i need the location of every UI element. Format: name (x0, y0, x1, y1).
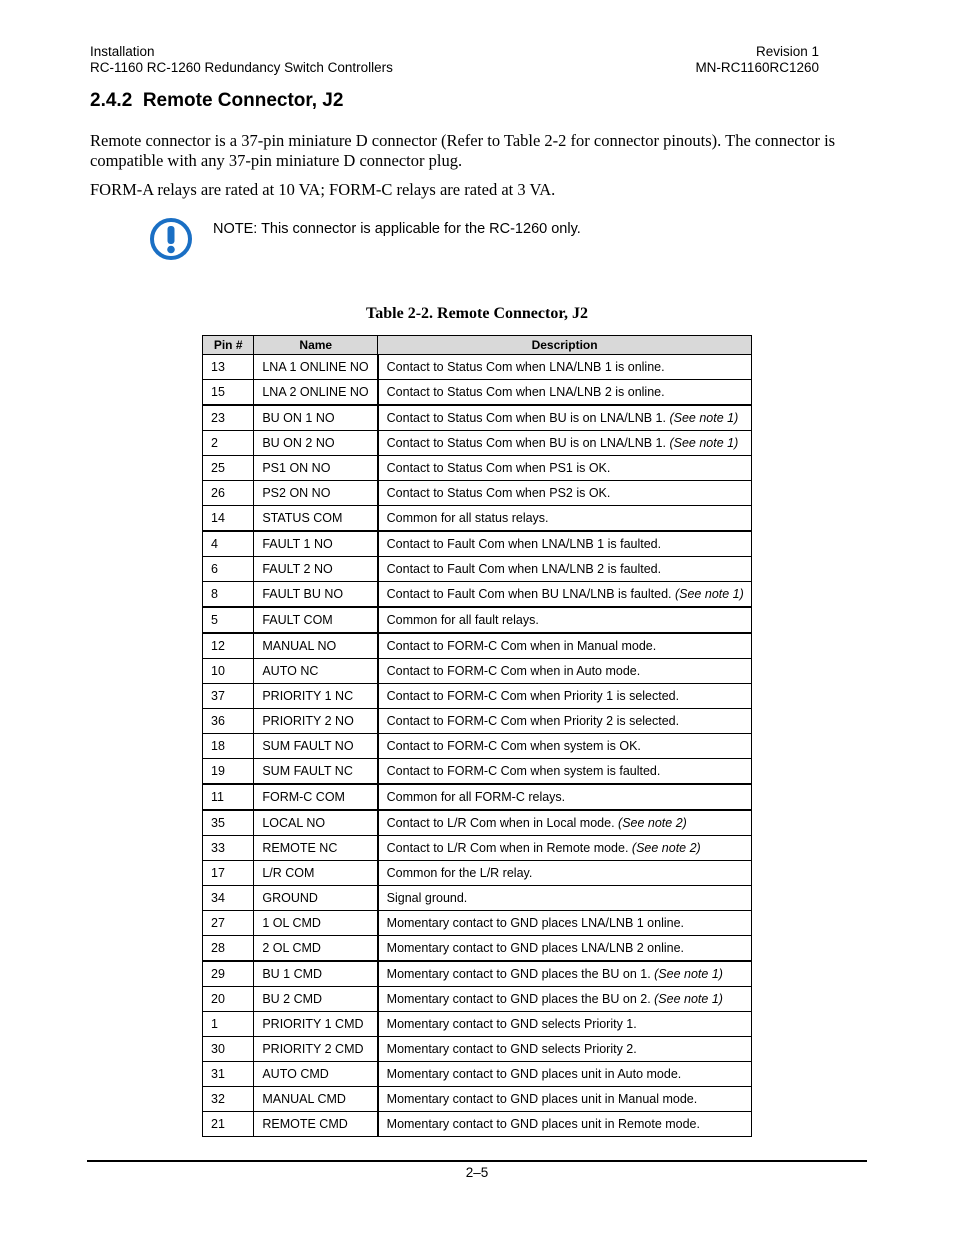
description-cell (378, 861, 752, 886)
table-row (203, 1037, 752, 1062)
name-cell: LNA 2 ONLINE NO (254, 380, 378, 406)
table-row (203, 911, 752, 936)
name-cell: MANUAL CMD (254, 1087, 378, 1112)
note-reference: (See note 1) (654, 992, 723, 1006)
description-text: Contact to FORM-C Com when Priority 2 is selected. (386, 714, 680, 728)
description-cell (378, 456, 752, 481)
description-text: Contact to L/R Com when in Local mode. (386, 816, 619, 830)
description-text: Contact to Fault Com when LNA/LNB 1 is faulted. (386, 537, 662, 551)
pin-cell: 36 (203, 709, 254, 734)
pinout-table (202, 335, 752, 1137)
name-cell: PS2 ON NO (254, 481, 378, 506)
table-caption: Table 2-2. Remote Connector, J2 (366, 305, 588, 322)
description-text: Contact to FORM-C Com when in Auto mode. (386, 664, 641, 678)
table-row (203, 1062, 752, 1087)
description-cell (378, 506, 752, 532)
pin-cell: 17 (203, 861, 254, 886)
note-reference: (See note 1) (669, 411, 739, 425)
paragraph-connector: Remote connector is a 37-pin miniature D connector (Refer to Table 2-2 for connector pinouts). The connector is compatible with any 37-pin miniature D connector plug. (90, 131, 836, 170)
name-cell: PRIORITY 2 NO (254, 709, 378, 734)
name-cell: AUTO CMD (254, 1062, 378, 1087)
section-title: Remote Connector, J2 (142, 90, 344, 111)
name-cell: LOCAL NO (254, 810, 378, 836)
pin-cell: 18 (203, 734, 254, 759)
description-cell (378, 987, 752, 1012)
name-cell: FORM-C COM (254, 784, 378, 810)
description-cell (378, 1087, 752, 1112)
header-pin: Pin # (203, 336, 254, 355)
name-cell: PRIORITY 1 NC (254, 684, 378, 709)
table-row (203, 936, 752, 962)
pin-cell: 35 (203, 810, 254, 836)
name-cell: PRIORITY 2 CMD (254, 1037, 378, 1062)
table-row (203, 1112, 752, 1137)
name-cell: REMOTE NC (254, 836, 378, 861)
note-reference: (See note 1) (674, 587, 744, 601)
table-row (203, 431, 752, 456)
name-cell: FAULT 2 NO (254, 557, 378, 582)
description-cell (378, 431, 752, 456)
pin-cell: 20 (203, 987, 254, 1012)
description-cell (378, 659, 752, 684)
note-reference: (See note 2) (631, 841, 701, 855)
table-row (203, 456, 752, 481)
description-text: Signal ground. (386, 891, 468, 905)
description-cell (378, 355, 752, 380)
name-cell: GROUND (254, 886, 378, 911)
exclamation-circle-icon (149, 217, 193, 261)
pin-cell: 28 (203, 936, 254, 962)
header-description: Description (378, 336, 752, 355)
description-cell (378, 961, 752, 987)
name-cell: PRIORITY 1 CMD (254, 1012, 378, 1037)
description-text: Momentary contact to GND selects Priority 2. (386, 1042, 637, 1056)
table-row (203, 734, 752, 759)
pin-cell: 2 (203, 431, 254, 456)
table-row (203, 607, 752, 633)
name-cell: SUM FAULT NO (254, 734, 378, 759)
table-row (203, 1012, 752, 1037)
table-row (203, 759, 752, 785)
name-cell: FAULT 1 NO (254, 531, 378, 557)
description-text: Momentary contact to GND places LNA/LNB 1 online. (386, 916, 685, 930)
description-text: Contact to L/R Com when in Remote mode. (386, 841, 632, 855)
description-text: Contact to Status Com when BU is on LNA/LNB 1. (386, 411, 670, 425)
table-row (203, 1087, 752, 1112)
description-cell (378, 531, 752, 557)
pin-cell: 13 (203, 355, 254, 380)
section-heading (90, 90, 343, 112)
description-cell (378, 684, 752, 709)
description-cell (378, 886, 752, 911)
name-cell: 2 OL CMD (254, 936, 378, 962)
description-text: Contact to Status Com when LNA/LNB 2 is online. (386, 385, 665, 399)
description-cell (378, 582, 752, 608)
description-cell (378, 481, 752, 506)
name-cell: BU 1 CMD (254, 961, 378, 987)
description-text: Common for all fault relays. (386, 613, 539, 627)
description-cell (378, 810, 752, 836)
pin-cell: 32 (203, 1087, 254, 1112)
pin-cell: 8 (203, 582, 254, 608)
table-row (203, 709, 752, 734)
header-name: Name (254, 336, 378, 355)
table-row (203, 784, 752, 810)
table-row (203, 987, 752, 1012)
description-text: Contact to Status Com when BU is on LNA/LNB 1. (386, 436, 670, 450)
table-row (203, 659, 752, 684)
pin-cell: 15 (203, 380, 254, 406)
pin-cell: 27 (203, 911, 254, 936)
note-reference: (See note 2) (618, 816, 687, 830)
description-text: Common for all status relays. (386, 511, 549, 525)
description-cell (378, 759, 752, 785)
description-cell (378, 734, 752, 759)
section-number: 2.4.2 (90, 90, 133, 111)
name-cell: BU 2 CMD (254, 987, 378, 1012)
table-body (203, 355, 752, 1137)
note-text: NOTE: This connector is applicable for the RC-1260 only. (213, 221, 581, 237)
description-text: Contact to FORM-C Com when in Manual mode. (386, 639, 657, 653)
table-row (203, 582, 752, 608)
description-cell (378, 936, 752, 962)
table-row (203, 633, 752, 659)
pin-cell: 33 (203, 836, 254, 861)
name-cell: PS1 ON NO (254, 456, 378, 481)
table-header-row (203, 336, 752, 355)
table-row (203, 506, 752, 532)
table-row (203, 405, 752, 431)
header-revision: Revision 1 (755, 44, 819, 59)
table-row (203, 961, 752, 987)
header-product: RC-1160 RC-1260 Redundancy Switch Controllers (90, 60, 393, 75)
paragraph-relay-ratings: FORM-A relays are rated at 10 VA; FORM-C relays are rated at 3 VA. (90, 180, 556, 199)
pin-cell: 12 (203, 633, 254, 659)
table-row (203, 531, 752, 557)
name-cell: BU ON 1 NO (254, 405, 378, 431)
description-text: Common for the L/R relay. (386, 866, 533, 880)
page-header-right (695, 44, 819, 76)
description-text: Contact to Status Com when LNA/LNB 1 is online. (386, 360, 665, 374)
pin-cell: 10 (203, 659, 254, 684)
name-cell: MANUAL NO (254, 633, 378, 659)
description-text: Momentary contact to GND places the BU on 2. (386, 992, 655, 1006)
description-cell (378, 1037, 752, 1062)
pin-cell: 29 (203, 961, 254, 987)
description-cell (378, 405, 752, 431)
description-text: Contact to Status Com when PS1 is OK. (386, 461, 611, 475)
pin-cell: 6 (203, 557, 254, 582)
name-cell: SUM FAULT NC (254, 759, 378, 785)
pin-cell: 19 (203, 759, 254, 785)
description-text: Momentary contact to GND places LNA/LNB 2 online. (386, 941, 685, 955)
table-row (203, 810, 752, 836)
pin-cell: 37 (203, 684, 254, 709)
table-row (203, 836, 752, 861)
table-row (203, 684, 752, 709)
description-cell (378, 836, 752, 861)
page-header-left (90, 44, 393, 76)
description-cell (378, 607, 752, 633)
pin-cell: 23 (203, 405, 254, 431)
description-cell (378, 1012, 752, 1037)
pin-cell: 34 (203, 886, 254, 911)
pin-cell: 4 (203, 531, 254, 557)
description-text: Momentary contact to GND places the BU on 1. (386, 967, 655, 981)
name-cell: FAULT BU NO (254, 582, 378, 608)
pin-cell: 11 (203, 784, 254, 810)
pin-cell: 21 (203, 1112, 254, 1137)
description-cell (378, 1112, 752, 1137)
pin-cell: 31 (203, 1062, 254, 1087)
description-text: Contact to Fault Com when LNA/LNB 2 is faulted. (386, 562, 662, 576)
name-cell: STATUS COM (254, 506, 378, 532)
name-cell: LNA 1 ONLINE NO (254, 355, 378, 380)
description-text: Contact to FORM-C Com when Priority 1 is selected. (386, 689, 680, 703)
header-chapter: Installation (90, 44, 155, 59)
pin-cell: 14 (203, 506, 254, 532)
name-cell: 1 OL CMD (254, 911, 378, 936)
name-cell: FAULT COM (254, 607, 378, 633)
table-row (203, 886, 752, 911)
description-text: Contact to FORM-C Com when system is OK. (386, 739, 641, 753)
table-row (203, 355, 752, 380)
description-text: Momentary contact to GND places unit in Remote mode. (386, 1117, 700, 1131)
name-cell: REMOTE CMD (254, 1112, 378, 1137)
description-cell (378, 784, 752, 810)
note-reference: (See note 1) (654, 967, 723, 981)
description-cell (378, 709, 752, 734)
pin-cell: 25 (203, 456, 254, 481)
description-text: Common for all FORM-C relays. (386, 790, 566, 804)
description-text: Contact to Fault Com when BU LNA/LNB is faulted. (386, 587, 675, 601)
note-reference: (See note 1) (669, 436, 739, 450)
table-row (203, 557, 752, 582)
description-cell (378, 380, 752, 406)
description-cell (378, 911, 752, 936)
description-text: Momentary contact to GND selects Priority 1. (386, 1017, 637, 1031)
description-cell (378, 557, 752, 582)
pin-cell: 1 (203, 1012, 254, 1037)
pin-cell: 30 (203, 1037, 254, 1062)
name-cell: L/R COM (254, 861, 378, 886)
description-text: Momentary contact to GND places unit in Manual mode. (386, 1092, 698, 1106)
description-text: Contact to Status Com when PS2 is OK. (386, 486, 611, 500)
description-cell (378, 1062, 752, 1087)
pin-cell: 5 (203, 607, 254, 633)
pin-cell: 26 (203, 481, 254, 506)
name-cell: BU ON 2 NO (254, 431, 378, 456)
table-row (203, 861, 752, 886)
name-cell: AUTO NC (254, 659, 378, 684)
table-row (203, 380, 752, 406)
description-text: Contact to FORM-C Com when system is faulted. (386, 764, 661, 778)
page-number: 2–5 (465, 1165, 489, 1180)
table-row (203, 481, 752, 506)
footer-divider (87, 1160, 867, 1162)
description-text: Momentary contact to GND places unit in Auto mode. (386, 1067, 682, 1081)
description-cell (378, 633, 752, 659)
header-doc-number: MN-RC1160RC1260 (695, 60, 819, 75)
